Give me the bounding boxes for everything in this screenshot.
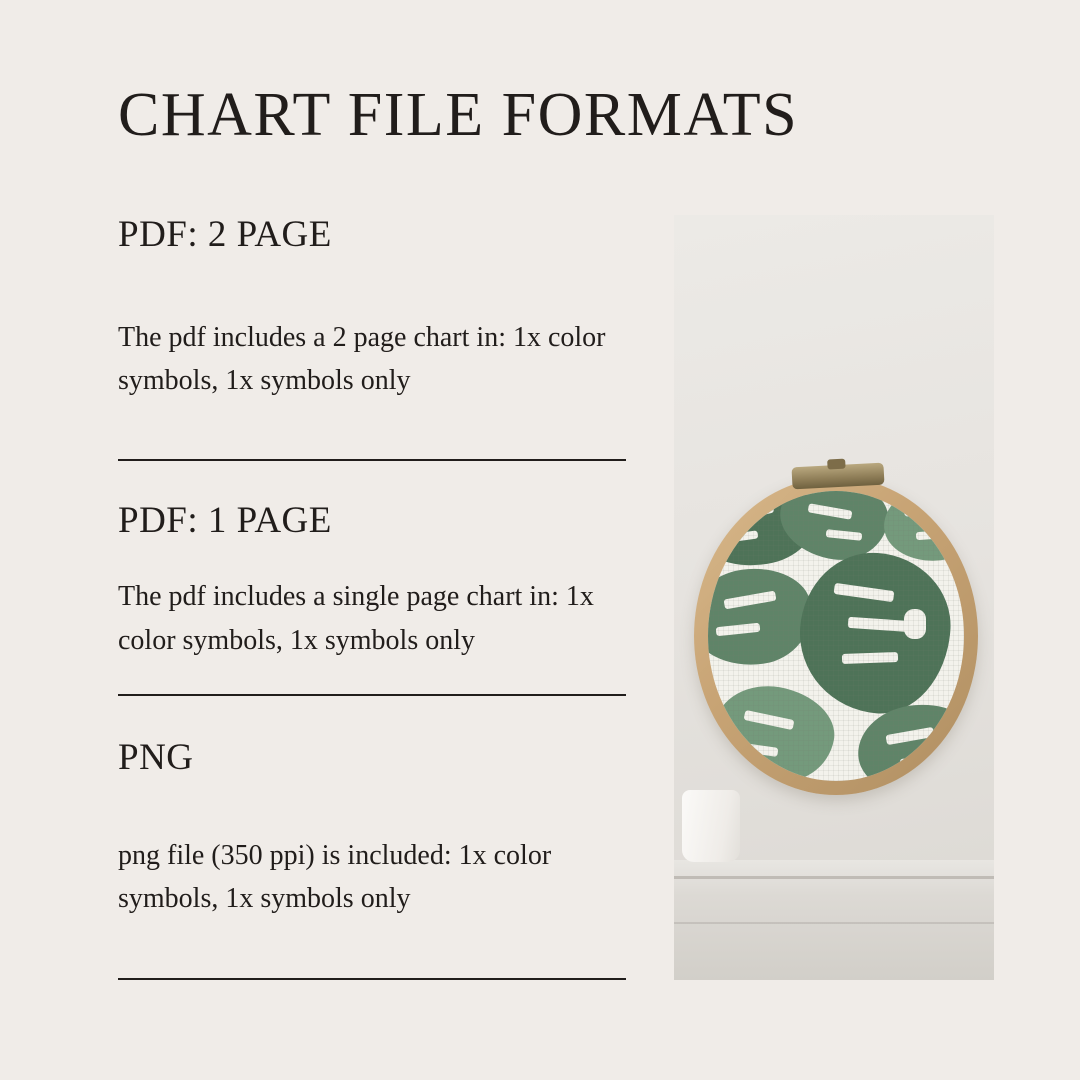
leaf-shape: [708, 677, 841, 781]
section-body: The pdf includes a single page chart in: 1x color symbols, 1x symbols only: [118, 581, 594, 656]
section-divider: [118, 978, 626, 980]
format-section-pdf-1-page: [118, 501, 626, 695]
section-heading: PNG: [118, 736, 194, 778]
section-body: The pdf includes a 2 page chart in: 1x color symbols, 1x symbols only: [118, 321, 606, 397]
format-section-pdf-2-page: [118, 215, 626, 461]
section-body: png file (350 ppi) is included: 1x color symbols, 1x symbols only: [118, 839, 552, 915]
product-photo: [674, 215, 994, 980]
photo-shelf: [674, 860, 994, 980]
section-heading: PDF: 1 PAGE: [118, 500, 332, 542]
hoop-fabric: [708, 491, 964, 781]
page-title: CHART FILE FORMATS: [118, 81, 799, 149]
formats-list: [118, 215, 626, 980]
leaf-shape: [795, 548, 956, 718]
section-divider: [118, 694, 626, 696]
leaf-vein: [842, 652, 898, 664]
section-heading: PDF: 2 PAGE: [118, 214, 332, 255]
section-divider: [118, 459, 626, 461]
embroidery-hoop: [686, 465, 986, 805]
format-section-png: [118, 738, 626, 980]
leaf-vein: [904, 609, 926, 639]
